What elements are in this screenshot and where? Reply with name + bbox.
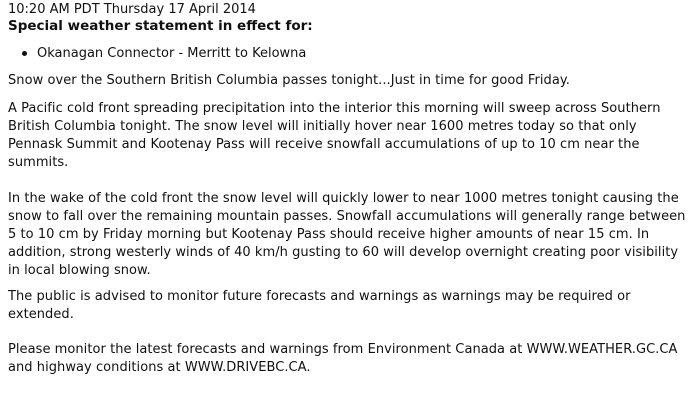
- statement-title: Special weather statement in effect for:: [8, 18, 313, 34]
- region-label: Okanagan Connector - Merritt to Kelowna: [37, 46, 307, 61]
- bullet-icon: [22, 51, 27, 56]
- paragraph-cold-front: A Pacific cold front spreading precipitation into the interior this morning will sweep across Southern British Columbia tonight. The snow level will initially hover near 1600 metres today so that only Pennask Summit and Kootenay Pass will receive snowfall accumulations of up to 10 cm near the summits.: [8, 101, 661, 170]
- summary-text: Snow over the Southern British Columbia passes tonight...Just in time for good Friday.: [8, 73, 570, 88]
- list-item: [22, 45, 692, 62]
- paragraph-monitor-links: Please monitor the latest forecasts and warnings from Environment Canada at WWW.WEATHER.GC.CA and highway conditions at WWW.DRIVEBC.CA.: [8, 342, 678, 375]
- paragraph-public-advisory: The public is advised to monitor future forecasts and warnings as warnings may be required or extended.: [8, 289, 631, 322]
- region-list: [8, 45, 692, 62]
- paragraph-snow-level: In the wake of the cold front the snow level will quickly lower to near 1000 metres tonight causing the snow to fall over the remaining mountain passes. Snowfall accumulations will generally range between 5 to 10 cm by Friday morning but Kootenay Pass should receive higher amounts of near 15 cm. In addition, strong westerly winds of 40 km/h gusting to 60 will develop overnight creating poor visibility in local blowing snow.: [8, 191, 686, 278]
- issued-timestamp: 10:20 AM PDT Thursday 17 April 2014: [8, 2, 256, 17]
